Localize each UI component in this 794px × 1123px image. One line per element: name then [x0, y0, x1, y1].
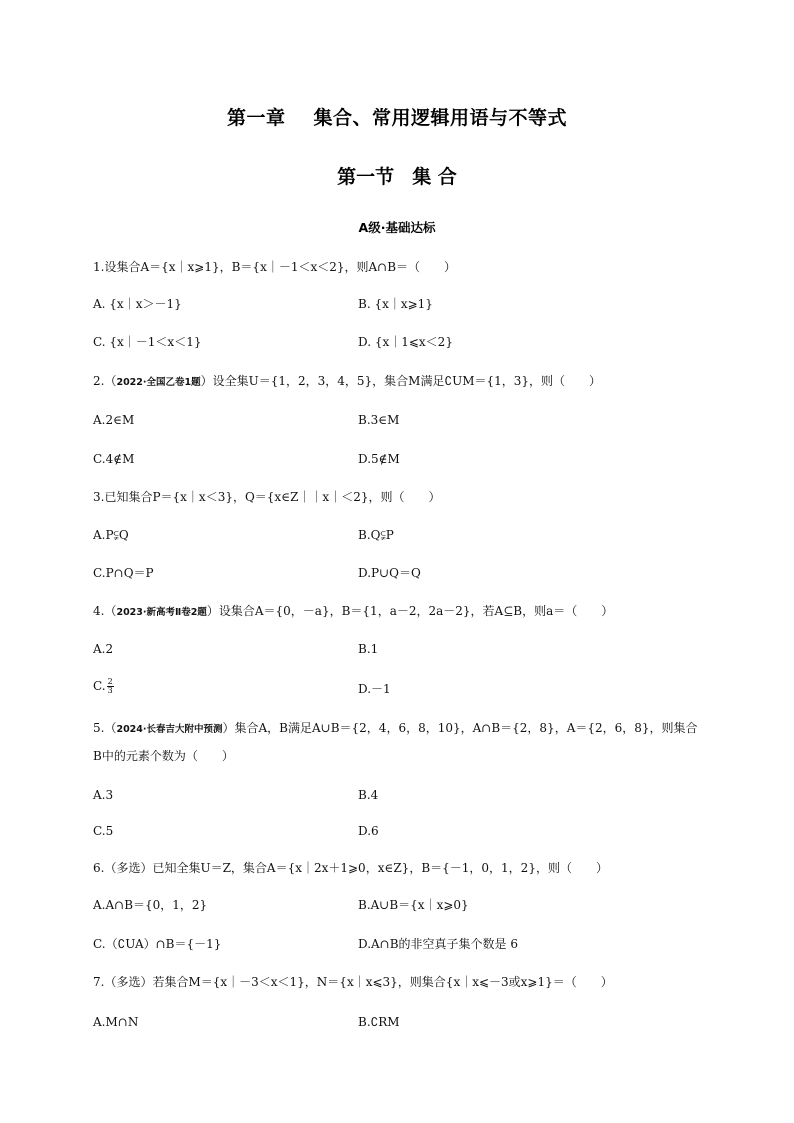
chapter-title — [0, 103, 794, 130]
question-4-source: 2023·新高考Ⅱ卷2题 — [116, 607, 207, 618]
question-4-stem — [93, 603, 613, 621]
question-4-option-b: B.1 — [358, 642, 379, 656]
question-4-option-a: A.2 — [93, 642, 114, 656]
section-name: 集 合 — [412, 166, 457, 188]
question-2-option-b: B.3∈M — [358, 413, 400, 427]
question-4-option-d: D.－1 — [358, 682, 391, 696]
question-3-option-b: B.Q⫋P — [358, 528, 394, 542]
question-5-prefix: 5.（ — [93, 721, 117, 735]
question-4-text: ）设集合A＝{0，－a}，B＝{1，a－2，2a－2}，若A⊆B，则a＝（ ） — [206, 604, 614, 618]
question-4-option-c — [93, 678, 114, 695]
question-5-text: ）集合A，B满足A∪B＝{2，4，6，8，10}，A∩B＝{2，8}，A＝{2，6，8}，则集合B中的元素个数为（ ） — [93, 721, 698, 763]
fraction-denominator: 3 — [107, 686, 113, 695]
section-label: 第一节 — [337, 166, 395, 188]
question-7-stem: 7.（多选）若集合M＝{x｜－3＜x＜1}，N＝{x｜x⩽3}，则集合{x｜x⩽－3或x⩾1}＝（ ） — [93, 975, 613, 989]
question-2-prefix: 2.（ — [93, 374, 117, 388]
question-2-option-a: A.2∈M — [93, 413, 135, 427]
question-6-option-d: D.A∩B的非空真子集个数是 6 — [358, 937, 518, 951]
section-title — [0, 162, 794, 189]
question-2-option-c: C.4∉M — [93, 452, 135, 466]
question-2-stem — [93, 373, 601, 391]
question-1-option-b: B. {x｜x⩾1} — [358, 297, 433, 311]
question-7-option-a: A.M∩N — [93, 1015, 139, 1029]
chapter-name: 集合、常用逻辑用语与不等式 — [313, 107, 568, 129]
question-1-stem: 1.设集合A＝{x｜x⩾1}，B＝{x｜－1＜x＜2}，则A∩B＝（ ） — [93, 260, 457, 274]
question-4-option-c-label: C. — [93, 679, 106, 693]
question-5-option-a: A.3 — [93, 788, 114, 802]
question-7-option-b: B.∁RM — [358, 1015, 400, 1029]
question-1-option-c: C. {x｜－1＜x＜1} — [93, 335, 202, 349]
question-2-source: 2022·全国乙卷1题 — [116, 377, 201, 388]
question-4-prefix: 4.（ — [93, 604, 117, 618]
question-3-option-a: A.P⫋Q — [93, 528, 129, 542]
question-3-stem: 3.已知集合P＝{x｜x＜3}，Q＝{x∈Z｜｜x｜＜2}，则（ ） — [93, 490, 441, 504]
question-6-stem: 6.（多选）已知全集U＝Z，集合A＝{x｜2x＋1⩾0，x∈Z}，B＝{－1，0，1，2}，则（ ） — [93, 861, 608, 875]
question-2-option-d: D.5∉M — [358, 452, 400, 466]
question-5-option-c: C.5 — [93, 824, 114, 838]
question-2-text: ）设全集U＝{1，2，3，4，5}，集合M满足∁UM＝{1，3}，则（ ） — [200, 374, 602, 388]
question-1-option-a: A. {x｜x＞－1} — [93, 297, 182, 311]
question-6-option-b: B.A∪B＝{x｜x⩾0} — [358, 898, 469, 912]
question-3-option-c: C.P∩Q＝P — [93, 566, 154, 580]
question-5-option-d: D.6 — [358, 824, 379, 838]
question-4-fraction — [107, 678, 114, 695]
question-1-option-d: D. {x｜1⩽x＜2} — [358, 335, 453, 349]
fraction-numerator: 2 — [107, 677, 113, 686]
question-5-option-b: B.4 — [358, 788, 379, 802]
question-5-source: 2024·长春吉大附中预测 — [116, 724, 223, 735]
question-5-stem — [93, 715, 705, 770]
chapter-label: 第一章 — [226, 107, 286, 129]
question-3-option-d: D.P∪Q＝Q — [358, 566, 421, 580]
level-heading: A级·基础达标 — [358, 220, 436, 235]
question-6-option-c: C.（∁UA）∩B＝{－1} — [93, 937, 222, 951]
question-6-option-a: A.A∩B＝{0，1，2} — [93, 898, 208, 912]
